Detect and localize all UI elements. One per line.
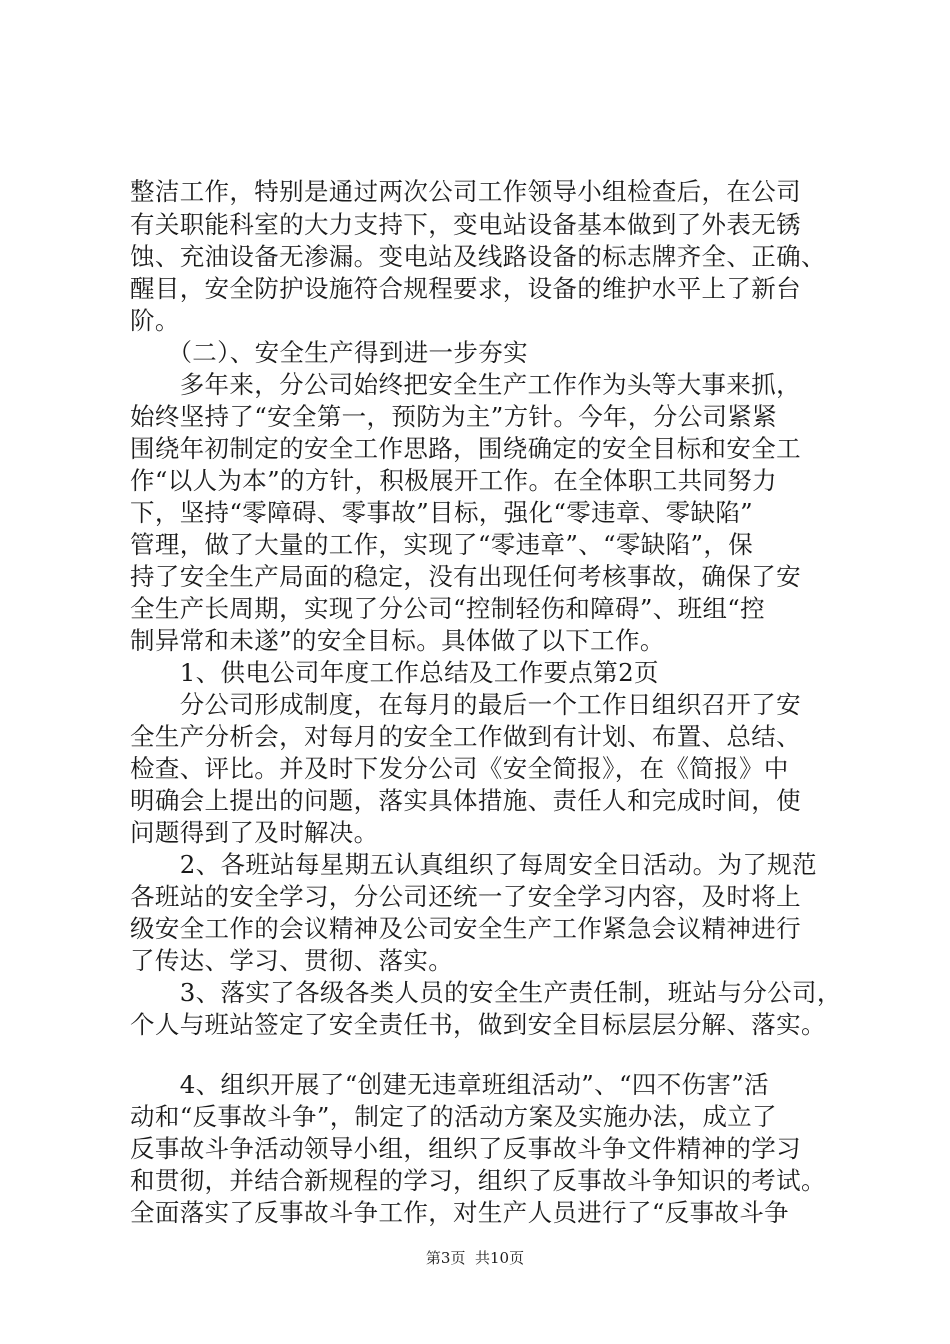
text-line: 明确会上提出的问题，落实具体措施、责任人和完成时间，使	[130, 786, 801, 815]
text-line: 动和“反事故斗争”，制定了的活动方案及实施办法，成立了	[130, 1102, 777, 1131]
text-line: 各班站的安全学习，分公司还统一了安全学习内容，及时将上	[130, 882, 801, 911]
text-line: 分公司形成制度，在每月的最后一个工作日组织召开了安	[130, 690, 801, 719]
text-line: 全生产分析会，对每月的安全工作做到有计划、布置、总结、	[130, 722, 801, 751]
text-line: 1、供电公司年度工作总结及工作要点第2页	[130, 658, 659, 687]
text-line: 始终坚持了“安全第一，预防为主”方针。今年，分公司紧紧	[130, 402, 777, 431]
text-line: 问题得到了及时解决。	[130, 818, 379, 847]
text-line: 多年来，分公司始终把安全生产工作作为头等大事来抓，	[130, 370, 801, 399]
page-footer: 第3页 共10页	[425, 1249, 525, 1267]
text-line: 反事故斗争活动领导小组，组织了反事故斗争文件精神的学习	[130, 1134, 801, 1163]
text-line: 围绕年初制定的安全工作思路，围绕确定的安全目标和安全工	[130, 434, 801, 463]
text-line: 有关职能科室的大力支持下，变电站设备基本做到了外表无锈	[130, 210, 801, 239]
text-line: 作“以人为本”的方针，积极展开工作。在全体职工共同努力	[130, 466, 777, 495]
text-line: 检查、评比。并及时下发分公司《安全简报》，在《简报》中	[130, 754, 789, 783]
text-line: 持了安全生产局面的稳定，没有出现任何考核事故，确保了安	[130, 562, 801, 591]
text-line: 全面落实了反事故斗争工作，对生产人员进行了“反事故斗争	[130, 1198, 789, 1227]
text-line: 级安全工作的会议精神及公司安全生产工作紧急会议精神进行	[130, 914, 801, 943]
text-line: 3、落实了各级各类人员的安全生产责任制，班站与分公司，	[130, 978, 842, 1007]
text-line: 全生产长周期，实现了分公司“控制轻伤和障碍”、班组“控	[130, 594, 766, 623]
text-line: 4、组织开展了“创建无违章班组活动”、“四不伤害”活	[130, 1070, 769, 1099]
text-line: 2、各班站每星期五认真组织了每周安全日活动。为了规范	[130, 850, 817, 879]
text-line: 阶。	[130, 306, 180, 335]
text-line: 和贯彻，并结合新规程的学习，组织了反事故斗争知识的考试。	[130, 1166, 826, 1195]
section-heading: （二）、安全生产得到进一步夯实	[130, 338, 528, 367]
text-line: 个人与班站签定了安全责任书，做到安全目标层层分解、落实。	[130, 1010, 826, 1039]
text-line: 整洁工作，特别是通过两次公司工作领导小组检查后，在公司	[130, 177, 801, 206]
text-line: 管理，做了大量的工作，实现了“零违章”、“零缺陷”，保	[130, 530, 754, 559]
text-line: 蚀、充油设备无渗漏。变电站及线路设备的标志牌齐全、正确、	[130, 242, 826, 271]
text-line: 下，坚持“零障碍、零事故”目标，强化“零违章、零缺陷”	[130, 498, 754, 527]
text-line: 了传达、学习、贯彻、落实。	[130, 946, 454, 975]
text-line: 醒目，安全防护设施符合规程要求，设备的维护水平上了新台	[130, 274, 801, 303]
text-line: 制异常和未遂”的安全目标。具体做了以下工作。	[130, 626, 665, 655]
